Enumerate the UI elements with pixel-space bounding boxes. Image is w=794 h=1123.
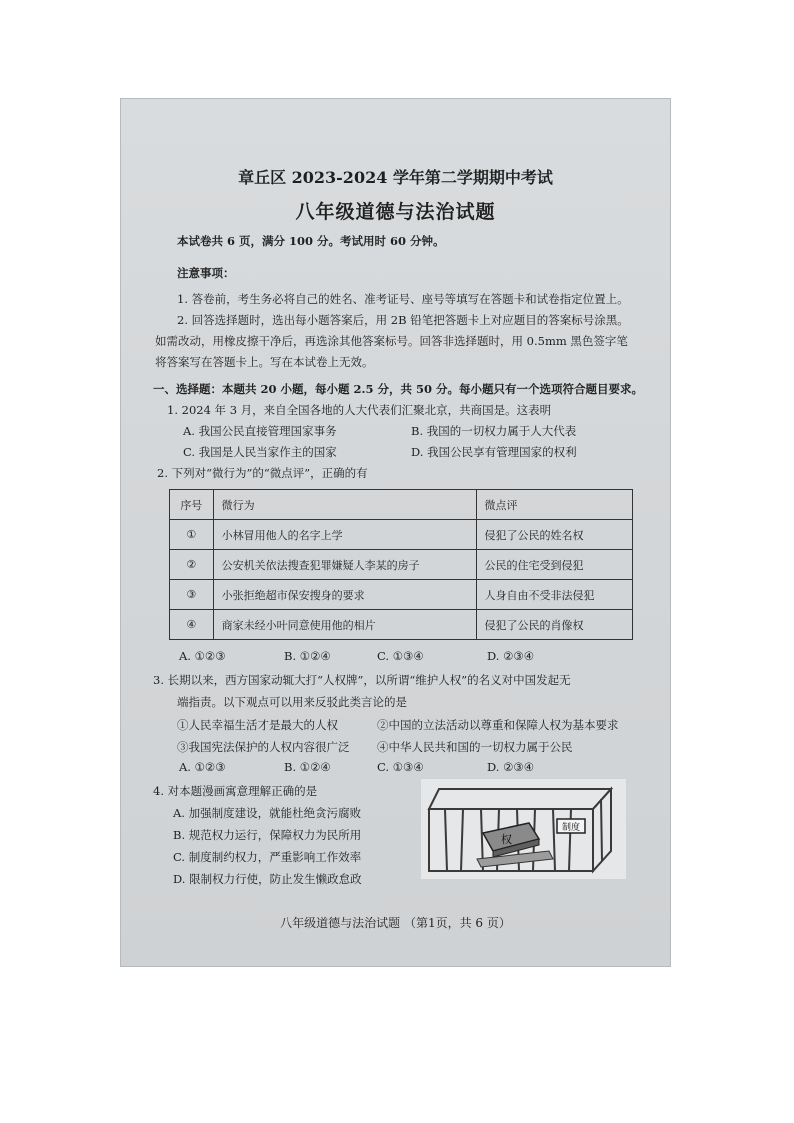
q1-option-b: B. 我国的一切权力属于人大代表 — [411, 424, 577, 438]
q3-statement-2: ②中国的立法活动以尊重和保障人权为基本要求 — [377, 718, 619, 732]
q2-option-d: D. ②③④ — [487, 649, 535, 663]
q4-option-b: B. 规范权力运行，保障权力为民所用 — [173, 828, 362, 842]
q3-stem-line-1: 3. 长期以来，西方国家动辄大打“人权牌”，以所谓“维护人权”的名义对中国发起无 — [153, 673, 571, 687]
q2-option-c: C. ①③④ — [377, 649, 424, 663]
section-1-heading: 一、选择题：本题共 20 小题，每小题 2.5 分，共 50 分。每小题只有一个选项符合题目要求。 — [153, 382, 644, 396]
note-item-1: 1. 答卷前，考生务必将自己的姓名、准考证号、座号等填写在答题卡和试卷指定位置上。 — [177, 292, 629, 306]
table-cell: 小林冒用他人的名字上学 — [213, 520, 476, 550]
table-header-cell: 序号 — [170, 490, 214, 520]
q2-option-b: B. ①②④ — [284, 649, 331, 663]
q4-stem: 4. 对本题漫画寓意理解正确的是 — [153, 784, 318, 798]
table-header-cell: 微点评 — [476, 490, 632, 520]
exam-paper — [120, 98, 671, 967]
q2-table — [169, 489, 633, 640]
q3-option-c: C. ①③④ — [377, 760, 424, 774]
q1-stem: 1. 2024 年 3 月，来自全国各地的人大代表们汇聚北京，共商国是。这表明 — [167, 403, 552, 417]
exam-title: 章丘区 2023-2024 学年第二学期期中考试 — [238, 168, 553, 187]
exam-intro: 本试卷共 6 页，满分 100 分。考试用时 60 分钟。 — [177, 234, 445, 248]
table-cell: ③ — [170, 580, 214, 610]
table-header-cell: 微行为 — [213, 490, 476, 520]
table-row — [170, 520, 633, 550]
note-item-2-line-2: 如需改动，用橡皮擦干净后，再选涂其他答案标号。回答非选择题时，用 0.5mm 黑色签字笔 — [155, 334, 628, 348]
q3-statement-1: ①人民幸福生活才是最大的人权 — [177, 718, 338, 732]
table-row — [170, 550, 633, 580]
q1-option-d: D. 我国公民享有管理国家的权利 — [411, 445, 577, 459]
table-row — [170, 610, 633, 640]
table-cell: 侵犯了公民的肖像权 — [476, 610, 632, 640]
q3-option-d: D. ②③④ — [487, 760, 535, 774]
table-cell: 公民的住宅受到侵犯 — [476, 550, 632, 580]
table-header-row — [170, 490, 633, 520]
q1-option-c: C. 我国是人民当家作主的国家 — [183, 445, 337, 459]
table-cell: 人身自由不受非法侵犯 — [476, 580, 632, 610]
q1-option-a: A. 我国公民直接管理国家事务 — [183, 424, 337, 438]
table-cell: 小张拒绝超市保安搜身的要求 — [213, 580, 476, 610]
table-cell: 公安机关依法搜查犯罪嫌疑人李某的房子 — [213, 550, 476, 580]
table-cell: 商家未经小叶同意使用他的相片 — [213, 610, 476, 640]
q4-option-c: C. 制度制约权力，严重影响工作效率 — [173, 850, 362, 864]
table-cell: ② — [170, 550, 214, 580]
note-item-2-line-3: 将答案写在答题卡上。写在本试卷上无效。 — [155, 355, 374, 369]
notes-heading: 注意事项： — [177, 266, 235, 280]
exam-subtitle: 八年级道德与法治试题 — [295, 201, 496, 223]
q2-stem: 2. 下列对“微行为”的“微点评”，正确的有 — [157, 466, 368, 480]
q3-statement-3: ③我国宪法保护的人权内容很广泛 — [177, 740, 350, 754]
table-cell: ① — [170, 520, 214, 550]
q4-option-a: A. 加强制度建设，就能杜绝贪污腐败 — [173, 806, 362, 820]
table-cell: ④ — [170, 610, 214, 640]
cage-cartoon-image — [421, 779, 626, 879]
page-footer: 八年级道德与法治试题 （第1页，共 6 页） — [280, 916, 511, 930]
q2-option-a: A. ①②③ — [179, 649, 226, 663]
cartoon-sign-label: 制度 — [562, 823, 581, 833]
q3-stem-line-2: 端指责。以下观点可以用来反驳此类言论的是 — [177, 695, 407, 709]
table-cell: 侵犯了公民的姓名权 — [476, 520, 632, 550]
note-item-2-line-1: 2. 回答选择题时，选出每小题答案后，用 2B 铅笔把答题卡上对应题目的答案标号涂黑。 — [177, 313, 629, 327]
q3-statement-4: ④中华人民共和国的一切权力属于公民 — [377, 740, 573, 754]
q3-option-a: A. ①②③ — [179, 760, 226, 774]
cartoon-book-label: 权 — [501, 833, 512, 846]
table-row — [170, 580, 633, 610]
q3-option-b: B. ①②④ — [284, 760, 331, 774]
q4-option-d: D. 限制权力行使，防止发生懒政怠政 — [173, 872, 362, 886]
